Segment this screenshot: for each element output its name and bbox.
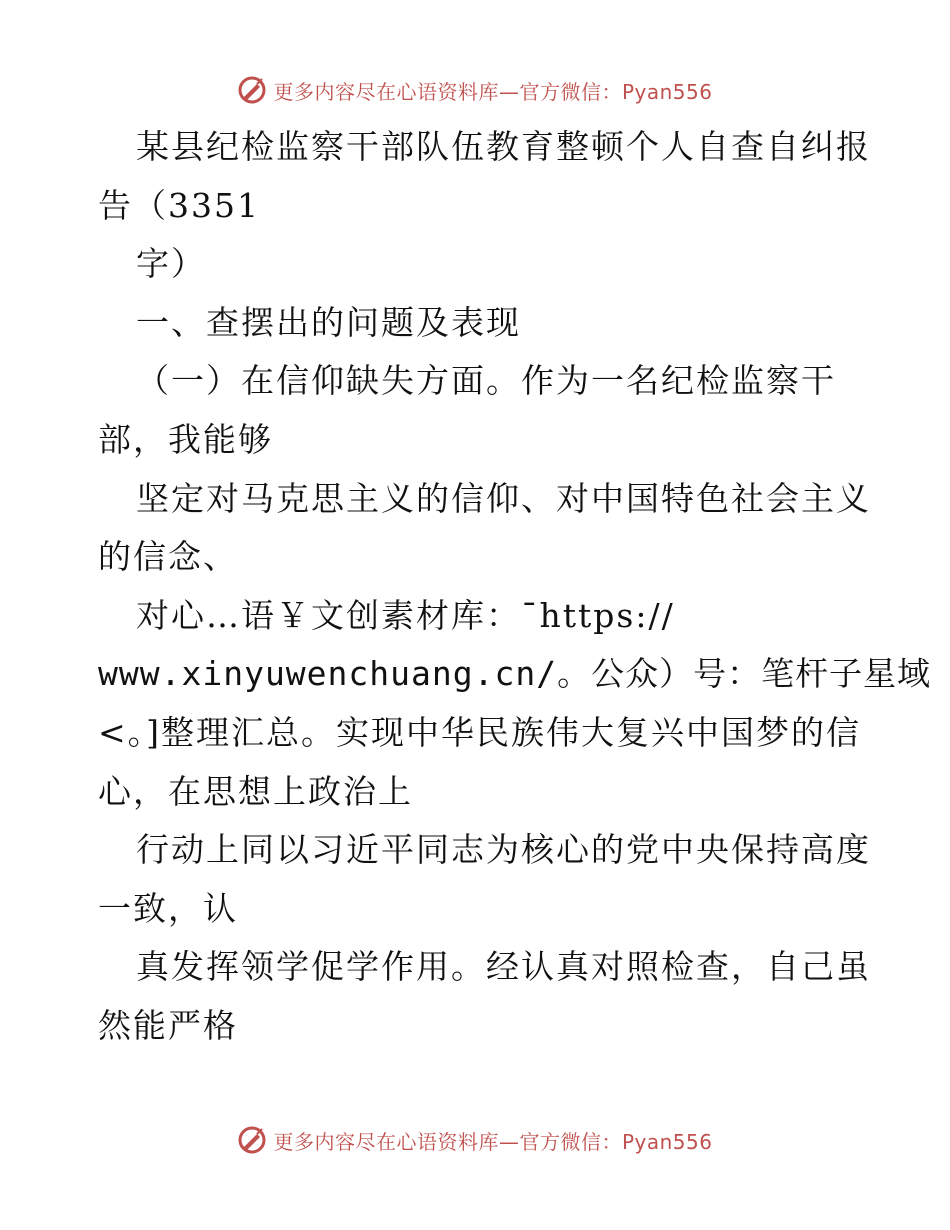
- document-title-line: 某县纪检监察干部队伍教育整顿个人自查自纠报: [136, 127, 871, 166]
- paragraph-line: 真发挥领学促学作用。经认真对照检查，自己虽: [136, 947, 871, 987]
- paragraph-line: 坚定对马克思主义的信仰、对中国特色社会主义: [136, 478, 871, 518]
- header-watermark: [0, 70, 950, 110]
- paragraph-line: 部，我能够: [98, 419, 273, 459]
- paragraph-line: 的信念、: [98, 537, 238, 577]
- paragraph-line: 行动上同以习近平同志为核心的党中央保持高度: [136, 830, 871, 870]
- pen-logo-icon: [237, 75, 267, 105]
- document-title-line: 告（3351: [98, 185, 260, 225]
- paragraph-line: 对心…语￥文创素材库：¯https://: [136, 595, 675, 635]
- document-body: [98, 118, 932, 1056]
- document-title-line: 字）: [136, 244, 206, 284]
- paragraph-line: 一致，认: [98, 888, 238, 928]
- paragraph-line: （一）在信仰缺失方面。作为一名纪检监察干: [136, 361, 836, 401]
- watermark-text: 更多内容尽在心语资料库—官方微信：Pyan556: [273, 1129, 713, 1154]
- paragraph-line: www.xinyuwenchuang.cn/。公众）号：笔杆子星域: [98, 654, 932, 694]
- paragraph-line: 心，在思想上政治上: [98, 771, 413, 811]
- section-heading: 一、查摆出的问题及表现: [136, 302, 521, 342]
- watermark-text: 更多内容尽在心语资料库—官方微信：Pyan556: [273, 79, 713, 104]
- paragraph-line: 然能严格: [98, 1005, 238, 1045]
- footer-watermark: [0, 1120, 950, 1160]
- paragraph-line: <。]整理汇总。实现中华民族伟大复兴中国梦的信: [98, 712, 862, 752]
- pen-logo-icon: [237, 1125, 267, 1155]
